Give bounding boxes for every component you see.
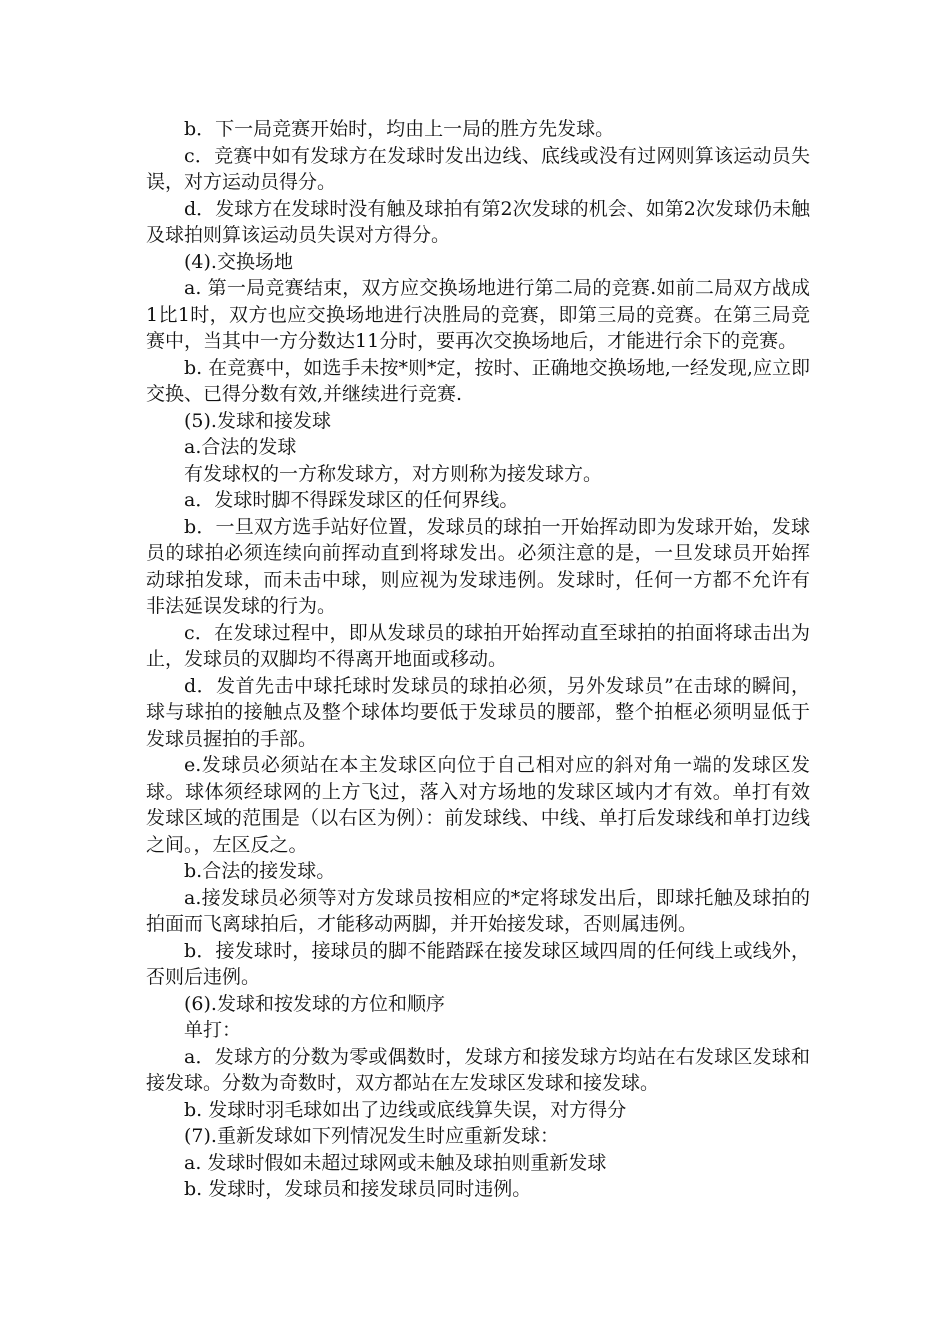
paragraph: b．一旦双方选手站好位置，发球员的球拍一开始挥动即为发球开始，发球员的球拍必须连续向前挥动直到将球发出。必须注意的是，一旦发球员开始挥动球拍发球，而未击中球，则应视为发球违例。发球时，任何一方都不允许有非法延误发球的行为。 <box>146 515 810 617</box>
paragraph: b．下一局竞赛开始时，均由上一局的胜方先发球。 <box>184 118 615 140</box>
paragraph: c．竞赛中如有发球方在发球时发出边线、底线或没有过网则算该运动员失误，对方运动员得分。 <box>146 144 810 193</box>
subsection-heading: a.合法的发球 <box>184 436 297 458</box>
paragraph: b. 在竞赛中，如选手未按*则*定，按时、正确地交换场地,一经发现,应立即交换、已得分数有效,并继续进行竞赛. <box>146 356 810 405</box>
paragraph: d．发球方在发球时没有触及球拍有第2次发球的机会、如第2次发球仍未触及球拍则算该运动员失误对方得分。 <box>146 197 810 246</box>
paragraph: a. 发球时假如未超过球网或未触及球拍则重新发球 <box>184 1151 607 1174</box>
section-heading: (5).发球和接发球 <box>184 409 331 432</box>
paragraph: b. 发球时羽毛球如出了边线或底线算失误，对方得分 <box>184 1098 627 1121</box>
paragraph: d．发首先击中球托球时发球员的球拍必须，另外发球员”在击球的瞬间，球与球拍的接触点及整个球体均要低于发球员的腰部，整个拍框必须明显低于发球员握拍的手部。 <box>146 674 810 750</box>
subsection-heading: 单打： <box>184 1019 242 1041</box>
paragraph: a．发球方的分数为零或偶数时，发球方和接发球方均站在右发球区发球和接发球。分数为奇数时，双方都站在左发球区发球和接发球。 <box>146 1045 810 1094</box>
paragraph: a. 第一局竞赛结束，双方应交换场地进行第二局的竞赛.如前二局双方战成1比1时，双方也应交换场地进行决胜局的竞赛，即第三局的竞赛。在第三局竞赛中，当其中一方分数达11分时，要再次交换场地后，才能进行余下的竞赛。 <box>146 277 810 352</box>
section-heading: (4).交换场地 <box>184 250 293 273</box>
section-heading: (6).发球和按发球的方位和顺序 <box>184 992 445 1015</box>
section-heading: (7).重新发球如下列情况发生时应重新发球： <box>184 1125 559 1147</box>
paragraph: 有发球权的一方称发球方，对方则称为接发球方。 <box>184 462 603 485</box>
paragraph: a．发球时脚不得踩发球区的任何界线。 <box>184 489 519 511</box>
paragraph: b．接发球时，接球员的脚不能踏踩在接发球区域四周的任何线上或线外，否则后违例。 <box>146 939 810 988</box>
paragraph: c．在发球过程中，即从发球员的球拍开始挥动直至球拍的拍面将球击出为止，发球员的双脚均不得离开地面或移动。 <box>146 621 810 670</box>
subsection-heading: b.合法的接发球。 <box>184 860 336 882</box>
document-body <box>146 116 810 1203</box>
paragraph: a.接发球员必须等对方发球员按相应的*定将球发出后，即球托触及球拍的拍面而飞离球拍后，才能移动两脚，并开始接发球，否则属违例。 <box>146 886 810 935</box>
paragraph: b. 发球时，发球员和接发球员同时违例。 <box>184 1178 532 1200</box>
paragraph: e.发球员必须站在本主发球区向位于自己相对应的斜对角一端的发球区发球。球体须经球网的上方飞过，落入对方场地的发球区域内才有效。单打有效发球区域的范围是（以右区为例）：前发球线、中线、单打后发球线和单打边线之间。，左区反之。 <box>146 754 810 856</box>
